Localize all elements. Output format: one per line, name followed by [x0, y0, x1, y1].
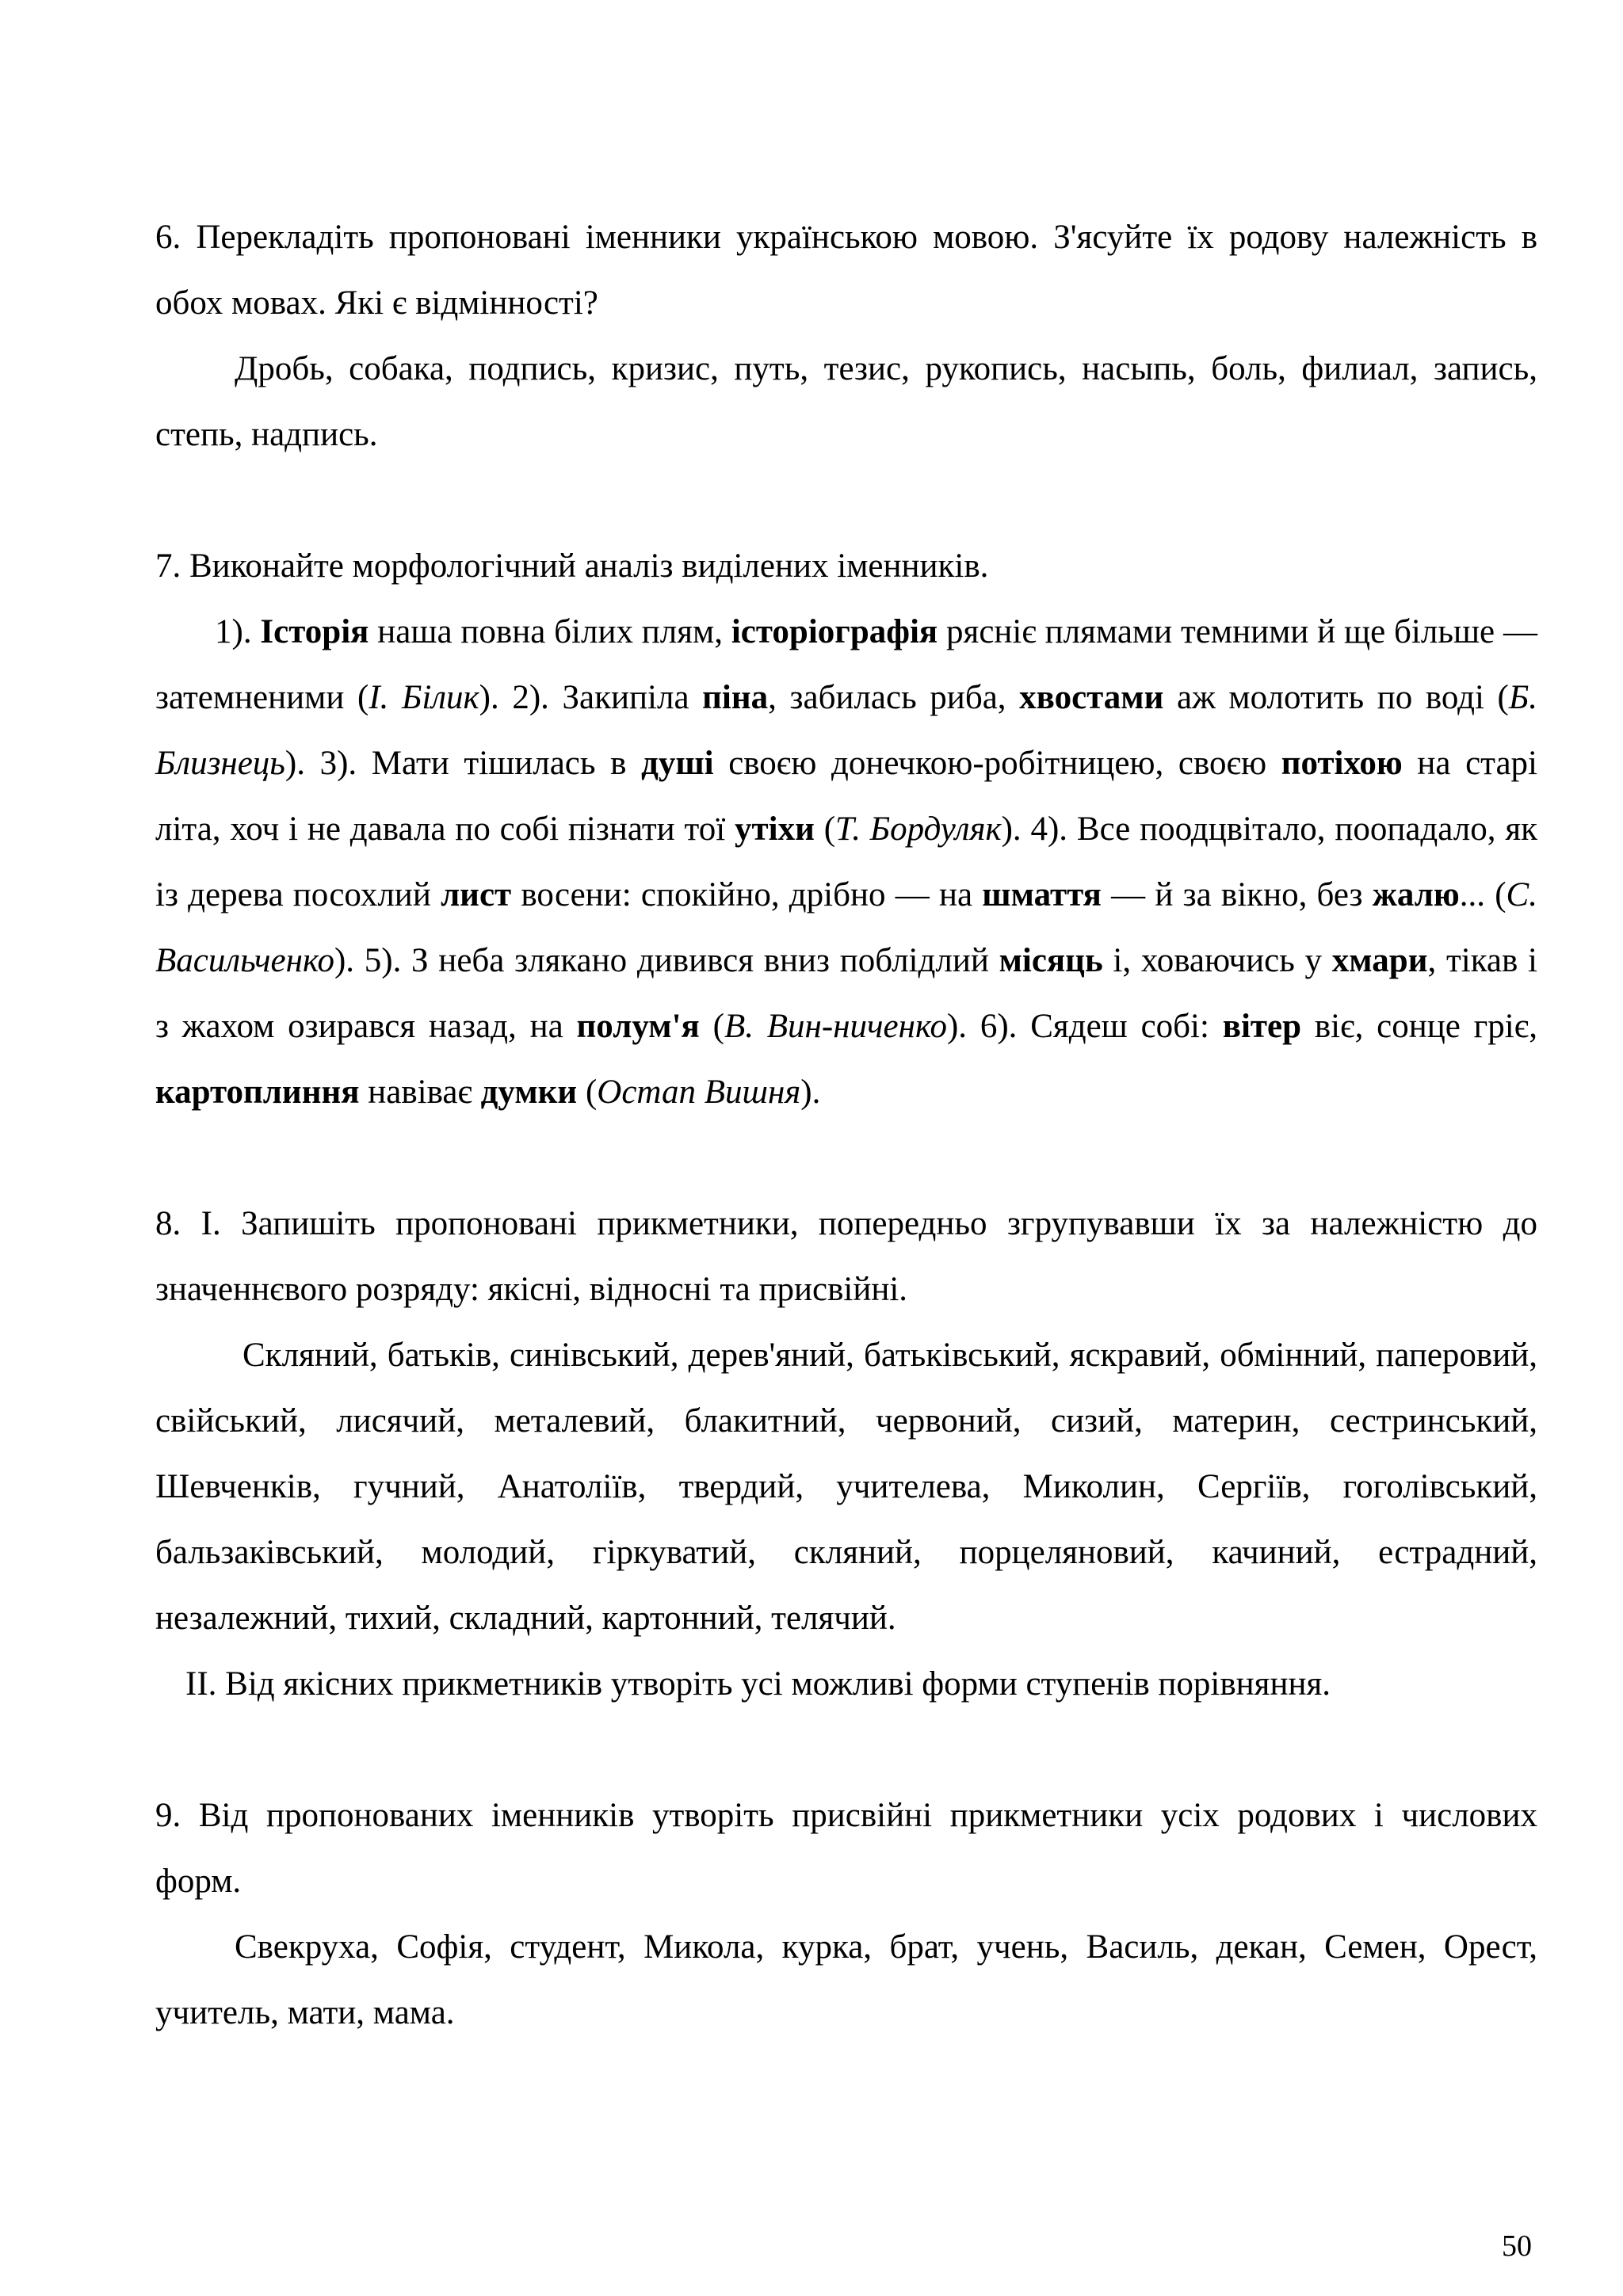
highlighted-noun: лист — [441, 876, 512, 913]
spacer — [155, 1717, 1537, 1783]
author-name: Б. Близнець — [155, 679, 1537, 782]
highlighted-noun: історіографія — [731, 613, 938, 650]
author-name: Т. Бордуляк — [835, 810, 1002, 848]
exercise-9-words: Свекруха, Софія, студент, Микола, курка, брат, учень, Василь, декан, Семен, Орест, учитель, мати, мама. — [155, 1928, 1537, 2031]
highlighted-noun: душі — [641, 745, 714, 782]
author-name: Остап Вишня — [597, 1074, 801, 1111]
spacer — [155, 1125, 1537, 1191]
author-name: С. Васильченко — [155, 876, 1537, 979]
exercise-8-task-1: 8. І. Запишіть пропоновані прикметники, попередньо згрупувавши їх за належністю до значеннєвого розряду: якісні, відносні та присвійні. — [155, 1205, 1537, 1308]
exercise-8-task-2: ІІ. Від якісних прикметників утворіть усі можливі форми ступенів порівняння. — [185, 1665, 1331, 1703]
highlighted-noun: жалю — [1372, 876, 1460, 913]
highlighted-noun: місяць — [999, 942, 1103, 979]
page-content — [155, 204, 1537, 2046]
exercise-7-task: 7. Виконайте морфологічний аналіз виділених іменників. — [155, 547, 989, 585]
exercise-8-words: Скляний, батьків, синівський, дерев'яний, батьківський, яскравий, обмінний, паперовий, свійський, лисячий, металевий, блакитний, червоний, сизий, материн, сестринський, Шевченків, гучний, Анатоліїв, твердий, учителева, Миколин, Сергіїв, гоголівський, бальзаківський, молодий, гіркуватий, скляний, порцеляновий, качиний, естрадний, незалежний, тихий, складний, картонний, телячий. — [155, 1337, 1537, 1637]
highlighted-noun: утіхи — [735, 810, 815, 848]
highlighted-noun: думки — [480, 1074, 578, 1111]
exercise-6-words: Дробь, собака, подпись, кризис, путь, тезис, рукопись, насыпь, боль, филиал, запись, степь, надпись. — [155, 350, 1537, 453]
exercise-6-task: 6. Перекладіть пропоновані іменники українською мовою. З'ясуйте їх родову належність в обох мовах. Які є відмінності? — [155, 219, 1537, 322]
author-name: В. Вин-ниченко — [724, 1008, 947, 1045]
highlighted-noun: потіхою — [1281, 745, 1403, 782]
spacer — [155, 467, 1537, 533]
highlighted-noun: Історія — [260, 613, 369, 650]
exercise-9-task: 9. Від пропонованих іменників утворіть присвійні прикметники усіх родових і числових форм. — [155, 1797, 1537, 1900]
highlighted-noun: вітер — [1222, 1008, 1302, 1045]
highlighted-noun: хвостами — [1019, 679, 1164, 716]
page-number: 50 — [1502, 2229, 1532, 2263]
highlighted-noun: полум'я — [576, 1008, 700, 1045]
exercise-7-sentences: 1). Історія наша повна білих плям, історіографія рясніє плямами темними й ще більше — затемненими (І. Білик). 2). Закипіла піна, забилась риба, хвостами аж молотить по воді (Б. Близнець). 3). Мати тішилась в душі своєю донечкою-робітницею, своєю потіхою на старі літа, хоч і не давала по собі пізнати тої утіхи (Т. Бордуляк). 4). Все поодцвітало, поопадало, як із дерева посохлий лист восени: спокійно, дрібно — на шмаття — й за вікно, без жалю... (С. Васильченко). 5). З неба злякано дивився вниз поблідлий місяць і, ховаючись у хмари, тікав і з жахом озирався назад, на полум'я (В. Вин-ниченко). 6). Сядеш собі: вітер віє, сонце гріє, картоплиння навіває думки (Остап Вишня). — [155, 613, 1537, 1111]
highlighted-noun: піна — [702, 679, 769, 716]
highlighted-noun: шмаття — [982, 876, 1102, 913]
highlighted-noun: хмари — [1331, 942, 1428, 979]
author-name: І. Білик — [369, 679, 479, 716]
highlighted-noun: картоплиння — [155, 1074, 360, 1111]
